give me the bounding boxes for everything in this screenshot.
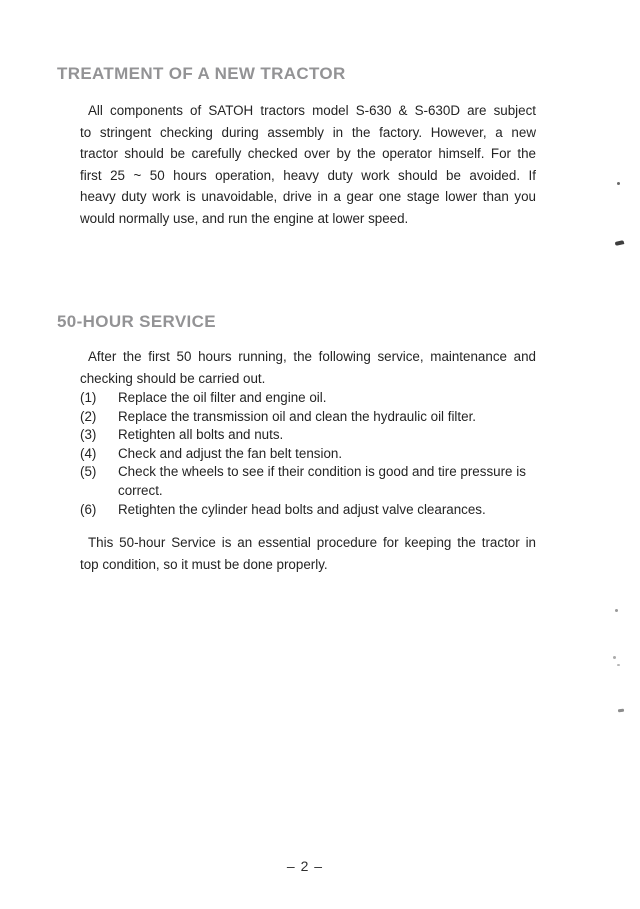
section-heading-treatment: TREATMENT OF A NEW TRACTOR (57, 64, 346, 83)
list-item-number: (5) (80, 464, 97, 480)
paragraph-line: All components of SATOH tractors model S-630 & S-630D are subject (88, 103, 536, 118)
list-item-text: Retighten all bolts and nuts. (118, 427, 284, 443)
scan-speck (618, 709, 624, 713)
list-item-text: Check and adjust the fan belt tension. (118, 445, 343, 461)
list-item-text: Replace the transmission oil and clean the hydraulic oil filter. (118, 408, 477, 424)
paragraph-line: heavy duty work is unavoidable, drive in a gear one stage lower than you (80, 189, 536, 205)
list-item (80, 389, 548, 408)
paragraph-service-intro (80, 346, 536, 389)
paragraph-line: would normally use, and run the engine at lower speed. (80, 210, 409, 226)
paragraph-line: top condition, so it must be done properly. (80, 556, 328, 572)
list-item-text: Check the wheels to see if their condition is good and tire pressure is (118, 464, 526, 480)
paragraph-line: This 50-hour Service is an essential procedure for keeping the tractor in (88, 535, 536, 550)
paragraph-service-closing (80, 532, 536, 575)
service-checklist (80, 389, 548, 519)
list-item (80, 408, 548, 427)
list-item (80, 445, 548, 464)
list-item (80, 463, 548, 500)
paragraph-line: After the first 50 hours running, the following service, maintenance and (88, 349, 536, 364)
list-item-number: (2) (80, 408, 97, 424)
section-heading-50-hour-service: 50-HOUR SERVICE (57, 312, 216, 331)
scan-speck (617, 182, 620, 185)
list-item-number: (4) (80, 445, 97, 461)
list-item-text: correct. (118, 482, 163, 498)
list-item-number: (6) (80, 501, 97, 517)
list-item (80, 426, 548, 445)
paragraph-line: checking should be carried out. (80, 370, 266, 386)
list-item-text: Replace the oil filter and engine oil. (118, 390, 327, 405)
scan-speck (615, 240, 625, 246)
scan-speck (615, 609, 618, 612)
paragraph-line: to stringent checking during assembly in the factory. However, a new (80, 124, 536, 140)
list-item (80, 501, 548, 520)
paragraph-line: tractor should be carefully checked over by the operator himself. For the (80, 146, 536, 162)
page-number: – 2 – (286, 858, 324, 874)
scan-speck (617, 664, 620, 666)
list-item-number: (3) (80, 427, 97, 443)
paragraph-line: first 25 ~ 50 hours operation, heavy duty work should be avoided. If (80, 167, 536, 183)
scan-speck (613, 656, 616, 659)
list-item-text: Retighten the cylinder head bolts and adjust valve clearances. (118, 501, 486, 517)
list-item-number: (1) (80, 390, 97, 405)
paragraph-new-tractor (80, 100, 536, 230)
